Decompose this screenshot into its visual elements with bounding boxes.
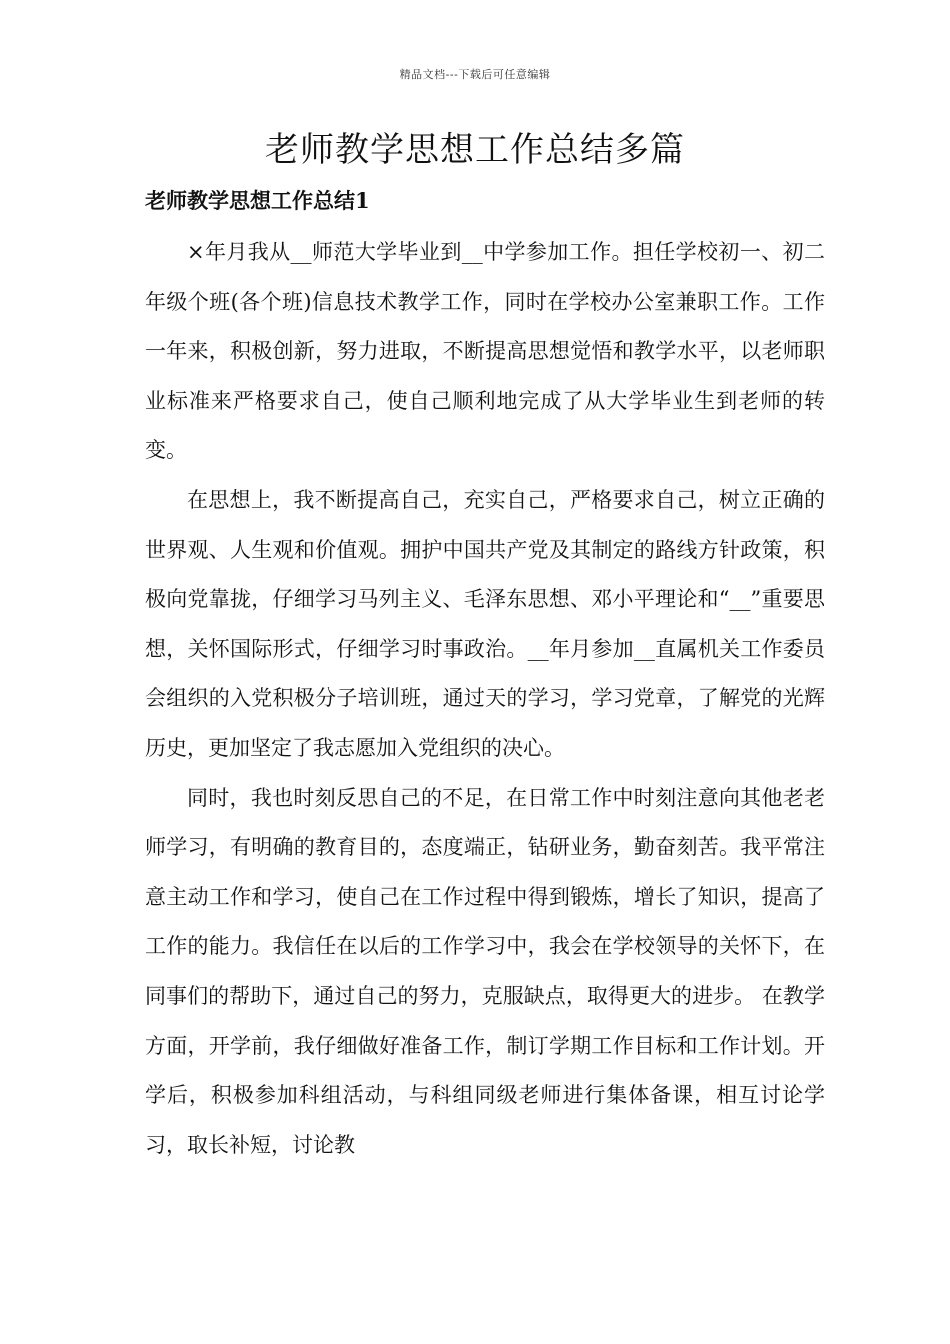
paragraph: 同时，我也时刻反思自己的不足，在日常工作中时刻注意向其他老老师学习，有明确的教育目的，态度端正，钻研业务，勤奋刻苦。我平常注意主动工作和学习，使自己在工作过程中得到锻炼，增长了知识，提高了工作的能力。我信任在以后的工作学习中，我会在学校领导的关怀下，在同事们的帮助下，通过自己的努力，克服缺点，取得更大的进步。 在教学方面，开学前，我仔细做好准备工作，制订学期工作目标和工作计划。开学后，积极参加科组活动，与科组同级老师进行集体备课，相互讨论学习，取长补短，讨论教 (145, 785, 825, 1157)
paragraph: ×年月我从__师范大学毕业到__中学参加工作。担任学校初一、初二年级个班(各个班)信息技术教学工作，同时在学校办公室兼职工作。工作一年来，积极创新，努力进取，不断提高思想觉悟和教学水平，以老师职业标准来严格要求自己，使自己顺利地完成了从大学毕业生到老师的转变。 (145, 240, 825, 463)
document-title: 老师教学思想工作总结多篇 (265, 130, 685, 170)
section-title: 老师教学思想工作总结1 (145, 188, 370, 213)
paragraph: 在思想上，我不断提高自己，充实自己，严格要求自己，树立正确的世界观、人生观和价值观。拥护中国共产党及其制定的路线方针政策，积极向党靠拢，仔细学习马列主义、毛泽东思想、邓小平理论和“__”重要思想，关怀国际形式，仔细学习时事政治。__年月参加__直属机关工作委员会组织的入党积极分子培训班，通过天的学习，学习党章，了解党的光辉历史，更加坚定了我志愿加入党组织的决心。 (145, 487, 825, 760)
document-body (145, 228, 825, 1170)
header-note: 精品文档---下载后可任意编辑 (399, 68, 551, 81)
